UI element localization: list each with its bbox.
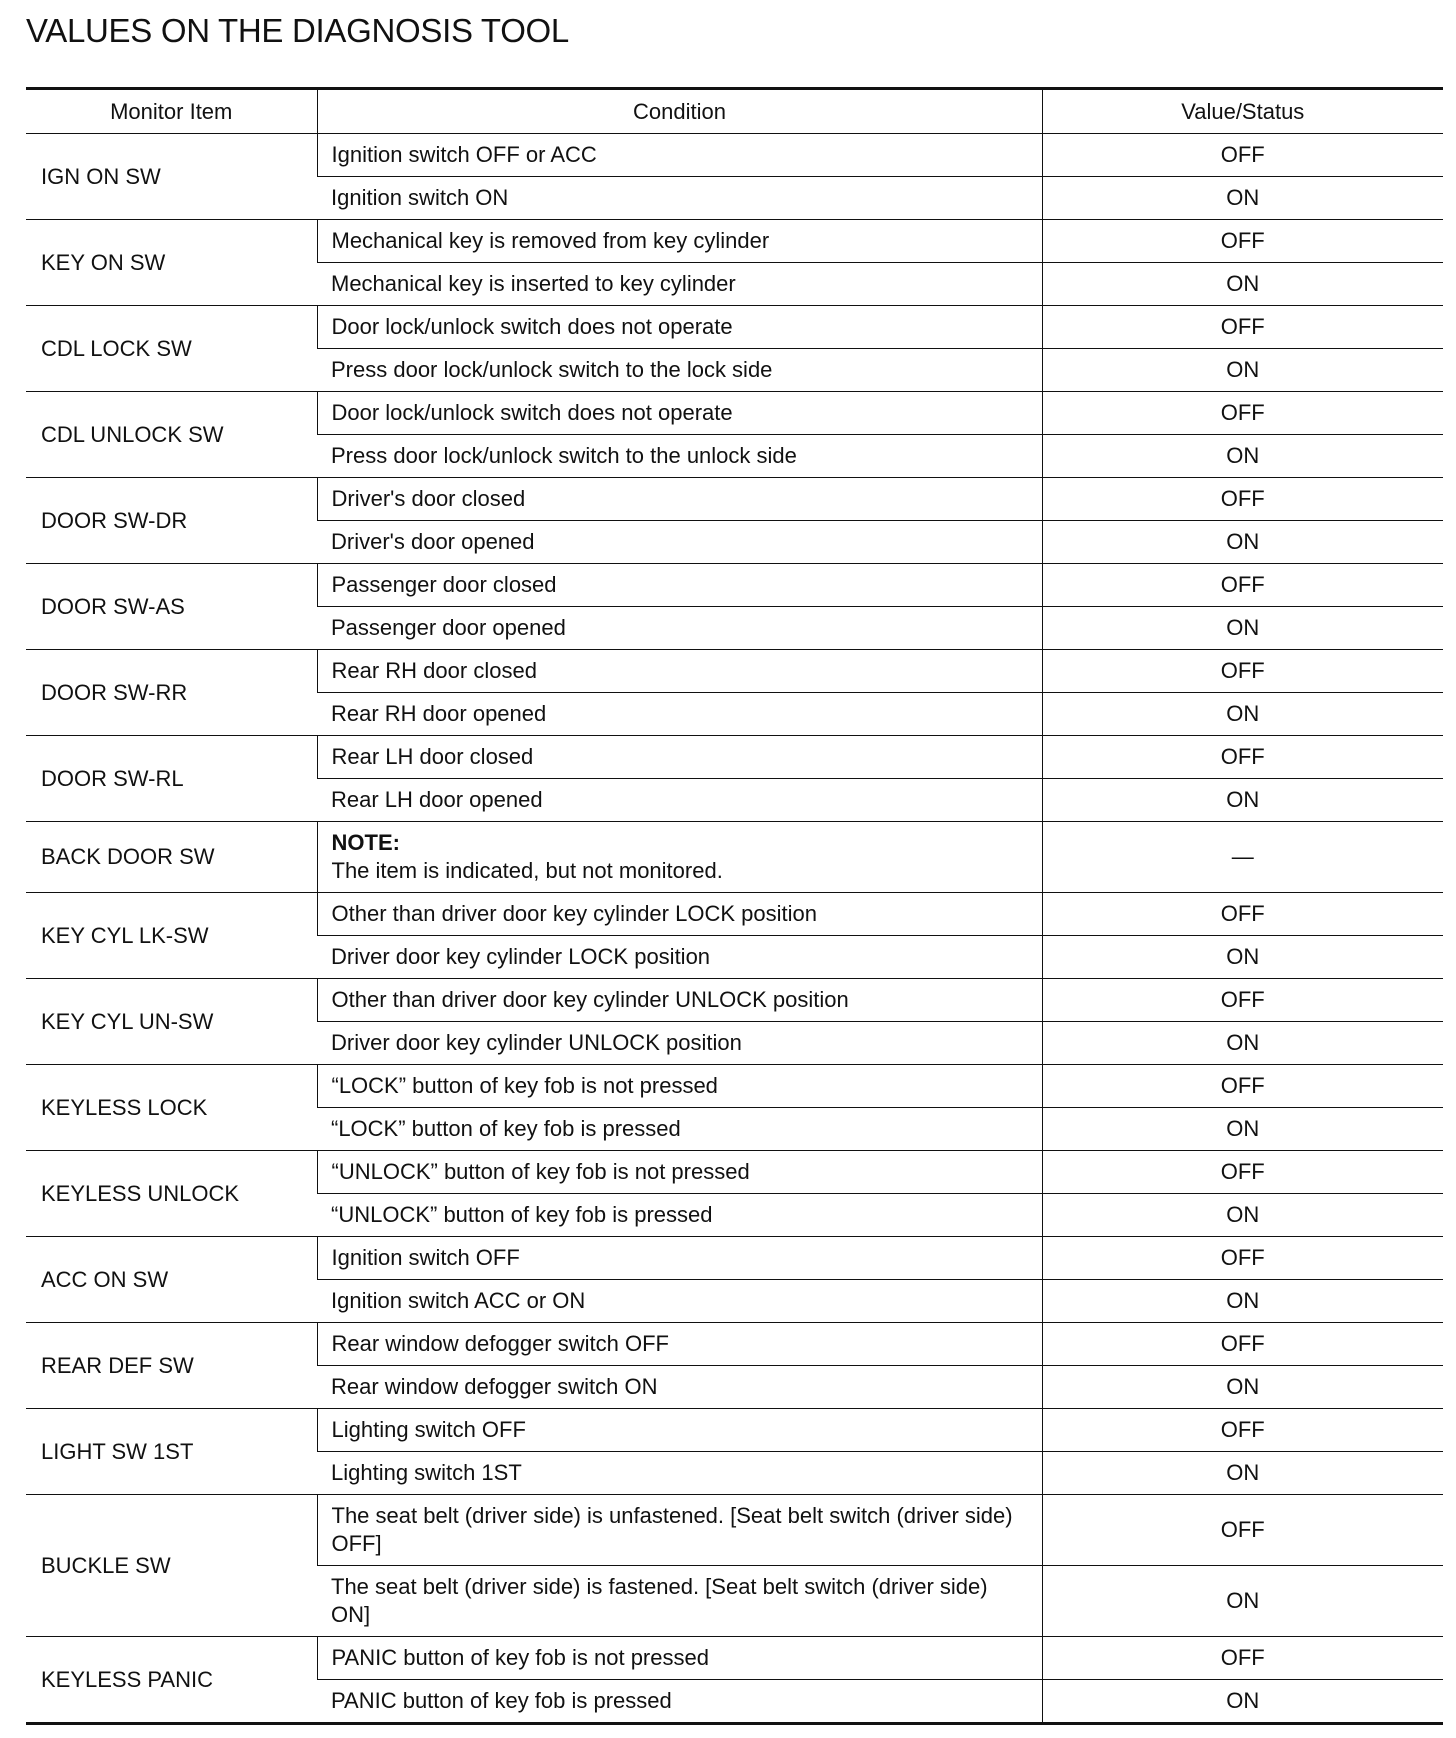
monitor-item-cell: KEYLESS UNLOCK (26, 1151, 317, 1237)
table-row (26, 1637, 1443, 1680)
monitor-item-cell: KEY CYL UN-SW (26, 979, 317, 1065)
value-status-cell: OFF (1042, 1637, 1443, 1680)
condition-cell: “LOCK” button of key fob is pressed (317, 1108, 1042, 1151)
condition-cell: Passenger door opened (317, 607, 1042, 650)
condition-cell: “LOCK” button of key fob is not pressed (317, 1065, 1042, 1108)
table-row (26, 392, 1443, 435)
header-condition: Condition (317, 89, 1042, 134)
monitor-item-cell: KEYLESS LOCK (26, 1065, 317, 1151)
condition-cell: Press door lock/unlock switch to the unlock side (317, 435, 1042, 478)
monitor-item-cell: DOOR SW-AS (26, 564, 317, 650)
monitor-item-cell: KEYLESS PANIC (26, 1637, 317, 1724)
condition-cell: Door lock/unlock switch does not operate (317, 392, 1042, 435)
value-status-cell: ON (1042, 263, 1443, 306)
note-text: The item is indicated, but not monitored. (331, 858, 723, 883)
value-status-cell: — (1042, 822, 1443, 893)
value-status-cell: OFF (1042, 220, 1443, 263)
table-row (26, 478, 1443, 521)
value-status-cell: ON (1042, 1194, 1443, 1237)
condition-cell: Mechanical key is inserted to key cylinder (317, 263, 1042, 306)
condition-cell: PANIC button of key fob is not pressed (317, 1637, 1042, 1680)
condition-cell: Mechanical key is removed from key cylinder (317, 220, 1042, 263)
condition-cell: Rear LH door closed (317, 736, 1042, 779)
condition-cell: Driver's door closed (317, 478, 1042, 521)
condition-cell: Other than driver door key cylinder UNLOCK position (317, 979, 1042, 1022)
condition-cell: Rear LH door opened (317, 779, 1042, 822)
table-row (26, 822, 1443, 893)
condition-cell: Door lock/unlock switch does not operate (317, 306, 1042, 349)
condition-cell: Ignition switch ON (317, 177, 1042, 220)
monitor-item-cell: CDL UNLOCK SW (26, 392, 317, 478)
condition-cell: Driver door key cylinder LOCK position (317, 936, 1042, 979)
condition-cell: Press door lock/unlock switch to the lock side (317, 349, 1042, 392)
condition-cell: Driver door key cylinder UNLOCK position (317, 1022, 1042, 1065)
value-status-cell: OFF (1042, 979, 1443, 1022)
condition-cell: Other than driver door key cylinder LOCK position (317, 893, 1042, 936)
value-status-cell: OFF (1042, 1323, 1443, 1366)
monitor-item-cell: BACK DOOR SW (26, 822, 317, 893)
value-status-cell: ON (1042, 521, 1443, 564)
table-row (26, 979, 1443, 1022)
table-row (26, 1237, 1443, 1280)
value-status-cell: ON (1042, 1566, 1443, 1637)
condition-cell: The seat belt (driver side) is fastened. [Seat belt switch (driver side) ON] (317, 1566, 1042, 1637)
table-row (26, 1065, 1443, 1108)
value-status-cell: ON (1042, 1022, 1443, 1065)
value-status-cell: OFF (1042, 893, 1443, 936)
condition-cell: Lighting switch 1ST (317, 1452, 1042, 1495)
diagnosis-values-table (26, 87, 1443, 1725)
condition-cell: Lighting switch OFF (317, 1409, 1042, 1452)
header-monitor-item: Monitor Item (26, 89, 317, 134)
monitor-item-cell: KEY CYL LK-SW (26, 893, 317, 979)
value-status-cell: OFF (1042, 650, 1443, 693)
table-row (26, 893, 1443, 936)
value-status-cell: OFF (1042, 1237, 1443, 1280)
monitor-item-cell: ACC ON SW (26, 1237, 317, 1323)
value-status-cell: OFF (1042, 392, 1443, 435)
condition-cell: Rear window defogger switch ON (317, 1366, 1042, 1409)
table-row (26, 220, 1443, 263)
table-row (26, 564, 1443, 607)
table-header-row (26, 89, 1443, 134)
value-status-cell: OFF (1042, 1065, 1443, 1108)
value-status-cell: ON (1042, 1452, 1443, 1495)
monitor-item-cell: DOOR SW-DR (26, 478, 317, 564)
monitor-item-cell: BUCKLE SW (26, 1495, 317, 1637)
condition-cell: “UNLOCK” button of key fob is pressed (317, 1194, 1042, 1237)
monitor-item-cell: CDL LOCK SW (26, 306, 317, 392)
table-row (26, 1151, 1443, 1194)
value-status-cell: ON (1042, 936, 1443, 979)
value-status-cell: ON (1042, 1366, 1443, 1409)
value-status-cell: ON (1042, 779, 1443, 822)
table-row (26, 736, 1443, 779)
condition-cell (317, 822, 1042, 893)
table-row (26, 306, 1443, 349)
value-status-cell: ON (1042, 177, 1443, 220)
condition-cell: Driver's door opened (317, 521, 1042, 564)
header-value-status: Value/Status (1042, 89, 1443, 134)
condition-cell: PANIC button of key fob is pressed (317, 1680, 1042, 1724)
table-row (26, 650, 1443, 693)
value-status-cell: OFF (1042, 134, 1443, 177)
value-status-cell: ON (1042, 1280, 1443, 1323)
condition-cell: Rear RH door opened (317, 693, 1042, 736)
table-row (26, 134, 1443, 177)
value-status-cell: OFF (1042, 1151, 1443, 1194)
condition-cell: The seat belt (driver side) is unfastened. [Seat belt switch (driver side) OFF] (317, 1495, 1042, 1566)
monitor-item-cell: IGN ON SW (26, 134, 317, 220)
table-body (26, 134, 1443, 1724)
value-status-cell: ON (1042, 349, 1443, 392)
value-status-cell: OFF (1042, 736, 1443, 779)
condition-cell: Ignition switch ACC or ON (317, 1280, 1042, 1323)
monitor-item-cell: DOOR SW-RR (26, 650, 317, 736)
monitor-item-cell: KEY ON SW (26, 220, 317, 306)
value-status-cell: OFF (1042, 564, 1443, 607)
condition-cell: Ignition switch OFF (317, 1237, 1042, 1280)
monitor-item-cell: REAR DEF SW (26, 1323, 317, 1409)
condition-cell: Rear window defogger switch OFF (317, 1323, 1042, 1366)
value-status-cell: ON (1042, 693, 1443, 736)
value-status-cell: ON (1042, 1108, 1443, 1151)
value-status-cell: OFF (1042, 478, 1443, 521)
note-label: NOTE: (331, 830, 400, 855)
value-status-cell: ON (1042, 607, 1443, 650)
table-row (26, 1409, 1443, 1452)
table-row (26, 1323, 1443, 1366)
monitor-item-cell: LIGHT SW 1ST (26, 1409, 317, 1495)
condition-cell: Rear RH door closed (317, 650, 1042, 693)
condition-cell: “UNLOCK” button of key fob is not pressed (317, 1151, 1042, 1194)
monitor-item-cell: DOOR SW-RL (26, 736, 317, 822)
value-status-cell: ON (1042, 435, 1443, 478)
value-status-cell: OFF (1042, 306, 1443, 349)
value-status-cell: OFF (1042, 1409, 1443, 1452)
page-title: VALUES ON THE DIAGNOSIS TOOL (26, 12, 569, 49)
table-row (26, 1495, 1443, 1566)
condition-cell: Passenger door closed (317, 564, 1042, 607)
value-status-cell: ON (1042, 1680, 1443, 1724)
value-status-cell: OFF (1042, 1495, 1443, 1566)
condition-cell: Ignition switch OFF or ACC (317, 134, 1042, 177)
